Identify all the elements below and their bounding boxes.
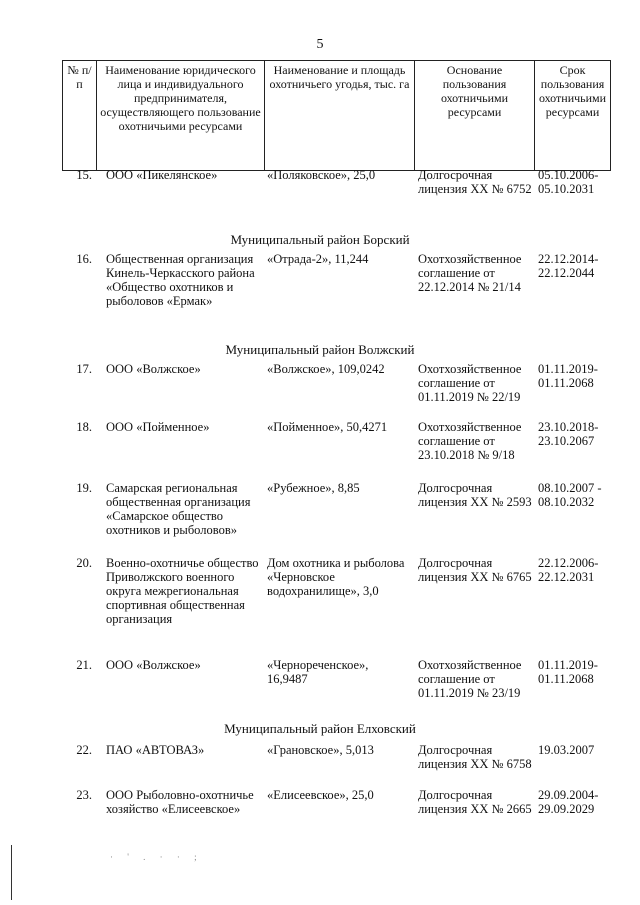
row-entity-name: ООО Рыболовно-охотничье хозяйство «Елисеевское» [106,788,254,816]
row-land-area: «Чернореченское», 16,9487 [267,658,369,686]
row-number: 15. [76,168,92,182]
row-number: 18. [76,420,92,434]
header-number: № п/п [63,61,97,171]
section-heading: Муниципальный район Волжский [225,342,415,357]
row-land-area: «Грановское», 5,013 [267,743,374,757]
row-land-area: «Отрада-2», 11,244 [267,252,369,266]
row-entity-name: Самарская региональная общественная организация «Самарское общество охотников и рыболовов» [106,481,251,537]
row-basis: Охотхозяйственное соглашение от 01.11.2019 № 22/19 [418,362,522,404]
row-entity-name: ООО «Пойменное» [106,420,210,434]
row-entity-name: ООО «Пикелянское» [106,168,218,182]
row-number: 23. [76,788,92,802]
section-heading: Муниципальный район Борский [230,232,410,247]
row-number: 22. [76,743,92,757]
row-number: 19. [76,481,92,495]
row-basis: Охотхозяйственное соглашение от 01.11.2019 № 23/19 [418,658,522,700]
row-basis: Долгосрочная лицензия ХХ № 6752 [418,168,532,196]
header-land-area: Наименование и площадь охотничьего угодья, тыс. га [265,61,415,171]
header-basis: Основание пользования охотничьими ресурсами [415,61,535,171]
row-entity-name: Военно-охотничье общество Приволжского военного округа межрегиональная спортивная общественная организация [106,556,259,626]
row-land-area: «Елисеевское», 25,0 [267,788,374,802]
row-basis: Долгосрочная лицензия ХХ № 6758 [418,743,532,771]
row-basis: Долгосрочная лицензия ХХ № 2665 [418,788,532,816]
section-heading: Муниципальный район Елховский [224,721,416,736]
row-number: 20. [76,556,92,570]
row-land-area: Дом охотника и рыболова «Черновское водохранилище», 3,0 [267,556,405,598]
row-land-area: «Волжское», 109,0242 [267,362,385,376]
row-number: 16. [76,252,92,266]
row-land-area: «Рубежное», 8,85 [267,481,360,495]
row-term: 19.03.2007 [538,743,595,757]
row-entity-name: ООО «Волжское» [106,362,201,376]
row-number: 17. [76,362,92,376]
header-entity-name: Наименование юридического лица и индивидуального предпринимателя, осуществляющего пользование охотничьими ресурсами [97,61,265,171]
row-land-area: «Пойменное», 50,4271 [267,420,388,434]
row-basis: Охотхозяйственное соглашение от 23.10.2018 № 9/18 [418,420,522,462]
row-term: 01.11.2019- 01.11.2068 [538,362,598,390]
row-term: 23.10.2018- 23.10.2067 [538,420,599,448]
row-entity-name: ПАО «АВТОВАЗ» [106,743,205,757]
row-basis: Охотхозяйственное соглашение от 22.12.2014 № 21/14 [418,252,522,294]
row-term: 01.11.2019- 01.11.2068 [538,658,598,686]
row-basis: Долгосрочная лицензия ХХ № 2593 [418,481,532,509]
row-term: 08.10.2007 - 08.10.2032 [538,481,602,509]
row-term: 29.09.2004- 29.09.2029 [538,788,599,816]
scan-artifact: · ' . · · ; [110,852,203,862]
row-term: 22.12.2006- 22.12.2031 [538,556,599,584]
row-term: 05.10.2006- 05.10.2031 [538,168,599,196]
row-entity-name: ООО «Волжское» [106,658,201,672]
scan-margin-line [11,845,12,900]
row-number: 21. [76,658,92,672]
table-header [62,60,611,171]
row-entity-name: Общественная организация Кинель-Черкасского района «Общество охотников и рыболовов «Ермак» [106,252,255,308]
row-term: 22.12.2014- 22.12.2044 [538,252,599,280]
row-basis: Долгосрочная лицензия ХХ № 6765 [418,556,532,584]
page-number: 5 [316,37,324,52]
header-term: Срок пользования охотничьими ресурсами [535,61,611,171]
row-land-area: «Поляковское», 25,0 [267,168,376,182]
